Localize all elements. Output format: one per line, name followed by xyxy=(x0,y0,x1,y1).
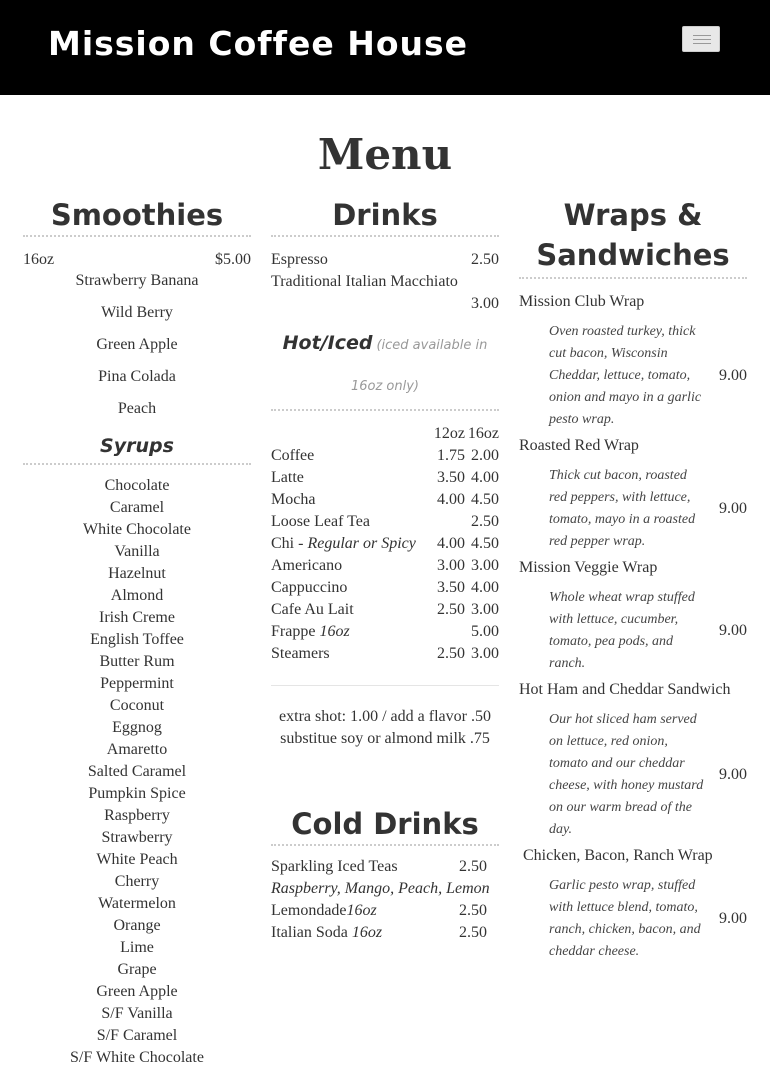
macchiato-row xyxy=(271,271,499,293)
list-item: Peppermint xyxy=(100,675,174,692)
list-item: Grape xyxy=(117,961,157,978)
list-item: S/F Caramel xyxy=(96,1027,178,1044)
hamburger-line-icon xyxy=(693,39,711,40)
syrup-list xyxy=(23,475,251,1069)
item-price: 9.00 xyxy=(719,500,747,517)
list-item: Pina Colada xyxy=(98,368,176,385)
sparkling-flavors: Raspberry, Mango, Peach, Lemon xyxy=(271,880,490,897)
item-description: Oven roasted turkey, thick cut bacon, Wisconsin Cheddar, lettuce, tomato, onion and mayo in a garlic pesto wrap. xyxy=(549,324,702,427)
table-row xyxy=(271,599,499,621)
item-name: Chicken, Bacon, Ranch Wrap xyxy=(519,847,713,864)
price-16oz: 4.00 xyxy=(471,469,499,486)
item-name xyxy=(271,533,431,555)
price-16oz: 2.50 xyxy=(471,513,499,530)
item-name-text: Italian Soda xyxy=(271,924,352,941)
site-brand[interactable]: Mission Coffee House xyxy=(48,24,469,63)
page-title: Menu xyxy=(317,130,453,179)
wraps-heading: Wraps & Sandwiches xyxy=(519,195,747,279)
item-price: 2.50 xyxy=(459,902,487,919)
drinks-table-header xyxy=(271,423,499,445)
list-item: S/F Vanilla xyxy=(101,1005,173,1022)
price-12oz: 3.00 xyxy=(437,557,465,574)
list-item: White Chocolate xyxy=(83,521,191,538)
item-price: 9.00 xyxy=(719,367,747,384)
price-12oz: 3.50 xyxy=(437,579,465,596)
list-item: Irish Creme xyxy=(99,609,175,626)
list-item: Chocolate xyxy=(104,477,170,494)
list-item: Green Apple xyxy=(96,336,178,353)
list-item: Peach xyxy=(117,400,157,417)
column-smoothies-syrups xyxy=(23,195,251,1069)
item-name: Mission Veggie Wrap xyxy=(519,559,658,576)
item-name: Mission Club Wrap xyxy=(519,293,645,310)
price-16oz: 4.00 xyxy=(471,579,499,596)
list-item: Caramel xyxy=(109,499,165,516)
item-name: Roasted Red Wrap xyxy=(519,437,639,454)
table-row xyxy=(271,621,499,643)
price-16oz: 3.00 xyxy=(471,557,499,574)
price-12oz: 2.50 xyxy=(437,601,465,618)
list-item: Cherry xyxy=(114,873,160,890)
item-price: 3.00 xyxy=(471,295,499,312)
item-name-text: Frappe xyxy=(271,623,320,640)
smoothie-list xyxy=(23,265,251,425)
item-detail xyxy=(519,701,747,845)
italian-soda-row xyxy=(271,922,499,944)
extras-block xyxy=(271,685,499,750)
item-note: 16oz xyxy=(319,623,350,640)
smoothie-price: $5.00 xyxy=(215,251,251,268)
hamburger-line-icon xyxy=(693,35,711,36)
item-description: Garlic pesto wrap, stuffed with lettuce blend, tomato, ranch, chicken, bacon, and cheddar cheese. xyxy=(549,878,701,959)
list-item: English Toffee xyxy=(90,631,184,648)
price-16oz: 3.00 xyxy=(471,645,499,662)
list-item xyxy=(519,435,747,557)
item-name: Traditional Italian Macchiato xyxy=(271,273,458,290)
smoothie-size: 16oz xyxy=(23,251,55,268)
cold-drinks-heading: Cold Drinks xyxy=(271,804,499,846)
item-price: 2.50 xyxy=(459,858,487,875)
list-item: Coconut xyxy=(109,697,165,714)
list-item: Raspberry xyxy=(104,807,170,824)
item-price: 9.00 xyxy=(719,622,747,639)
price-12oz: 3.50 xyxy=(437,469,465,486)
list-item: S/F White Chocolate xyxy=(70,1049,204,1066)
col-16oz: 16oz xyxy=(467,425,499,442)
table-row xyxy=(271,445,499,467)
table-row xyxy=(271,577,499,599)
item-name: Americano xyxy=(271,557,343,574)
list-item: Lime xyxy=(120,939,154,956)
list-item: Green Apple xyxy=(96,983,178,1000)
item-price: 2.50 xyxy=(471,251,499,268)
syrups-heading: Syrups xyxy=(23,435,251,465)
hot-iced-heading-block xyxy=(271,323,499,411)
list-item xyxy=(519,679,747,845)
list-item: Almond xyxy=(110,587,164,604)
hamburger-line-icon xyxy=(693,43,711,44)
table-row xyxy=(271,533,499,555)
item-name: Coffee xyxy=(271,447,315,464)
item-note: 16oz xyxy=(346,902,377,919)
price-12oz: 4.00 xyxy=(437,491,465,508)
item-name: Cappuccino xyxy=(271,579,348,596)
hot-iced-heading: Hot/Iced xyxy=(282,332,373,354)
list-item: Amaretto xyxy=(106,741,168,758)
espresso-row xyxy=(271,249,499,271)
item-name xyxy=(271,621,431,643)
item-note: Regular or Spicy xyxy=(307,535,416,552)
extras-milk: substitue soy or almond milk .75 xyxy=(280,730,490,747)
item-name: Sparkling Iced Teas xyxy=(271,858,398,875)
list-item: Eggnog xyxy=(112,719,162,736)
table-row xyxy=(271,489,499,511)
macchiato-price-row xyxy=(271,293,499,315)
item-description: Whole wheat wrap stuffed with lettuce, cucumber, tomato, pea pods, and ranch. xyxy=(549,590,695,671)
sparkling-row xyxy=(271,856,499,878)
table-row xyxy=(271,511,499,533)
price-12oz: 4.00 xyxy=(437,535,465,552)
list-item xyxy=(519,845,747,967)
price-12oz: 2.50 xyxy=(437,645,465,662)
list-item: White Peach xyxy=(96,851,178,868)
item-name-text: Lemondade xyxy=(271,902,347,919)
list-item: Strawberry xyxy=(101,829,173,846)
list-item: Pumpkin Spice xyxy=(88,785,186,802)
item-description: Thick cut bacon, roasted red peppers, with lettuce, tomato, mayo in a roasted red pepper wrap. xyxy=(549,468,696,549)
list-item: Strawberry Banana xyxy=(75,272,199,289)
price-16oz: 2.00 xyxy=(471,447,499,464)
list-item: Hazelnut xyxy=(108,565,166,582)
list-item xyxy=(519,291,747,435)
item-name: Steamers xyxy=(271,645,330,662)
item-price: 2.50 xyxy=(459,924,487,941)
table-row xyxy=(271,467,499,489)
price-12oz: 1.75 xyxy=(437,447,465,464)
list-item xyxy=(519,557,747,679)
price-16oz: 5.00 xyxy=(471,623,499,640)
site-header xyxy=(0,0,770,95)
hamburger-menu-button[interactable] xyxy=(682,26,720,52)
item-name: Latte xyxy=(271,469,304,486)
hot-iced-note: (iced available in 16oz only) xyxy=(350,338,488,394)
item-price: 9.00 xyxy=(719,766,747,783)
item-name: Mocha xyxy=(271,491,316,508)
list-item: Orange xyxy=(113,917,161,934)
list-item: Butter Rum xyxy=(99,653,175,670)
price-16oz: 4.50 xyxy=(471,535,499,552)
item-detail xyxy=(519,867,747,967)
item-detail xyxy=(519,579,747,679)
item-price: 9.00 xyxy=(719,910,747,927)
item-name xyxy=(271,922,382,944)
item-name: Hot Ham and Cheddar Sandwich xyxy=(519,681,731,698)
extras-shot-flavor: extra shot: 1.00 / add a flavor .50 xyxy=(279,708,491,725)
smoothies-heading: Smoothies xyxy=(23,195,251,237)
list-item: Wild Berry xyxy=(101,304,173,321)
table-row xyxy=(271,555,499,577)
price-16oz: 4.50 xyxy=(471,491,499,508)
item-note: 16oz xyxy=(351,924,383,941)
col-12oz: 12oz xyxy=(433,425,465,442)
item-detail xyxy=(519,457,747,557)
item-name: Loose Leaf Tea xyxy=(271,513,370,530)
list-item: Watermelon xyxy=(98,895,176,912)
list-item: Vanilla xyxy=(114,543,160,560)
item-description: Our hot sliced ham served on lettuce, red onion, tomato and our cheddar cheese, with honey mustard on our warm bread of the day. xyxy=(549,712,704,837)
column-drinks xyxy=(271,195,499,944)
item-detail xyxy=(519,313,747,435)
drinks-heading: Drinks xyxy=(271,195,499,237)
price-16oz: 3.00 xyxy=(471,601,499,618)
item-name: Cafe Au Lait xyxy=(271,601,354,618)
list-item: Salted Caramel xyxy=(87,763,187,780)
lemonade-row xyxy=(271,900,499,922)
item-name xyxy=(271,900,377,922)
item-name-text: Chi - xyxy=(271,535,308,552)
table-row xyxy=(271,643,499,665)
item-name: Espresso xyxy=(271,251,328,268)
column-wraps xyxy=(519,195,747,967)
